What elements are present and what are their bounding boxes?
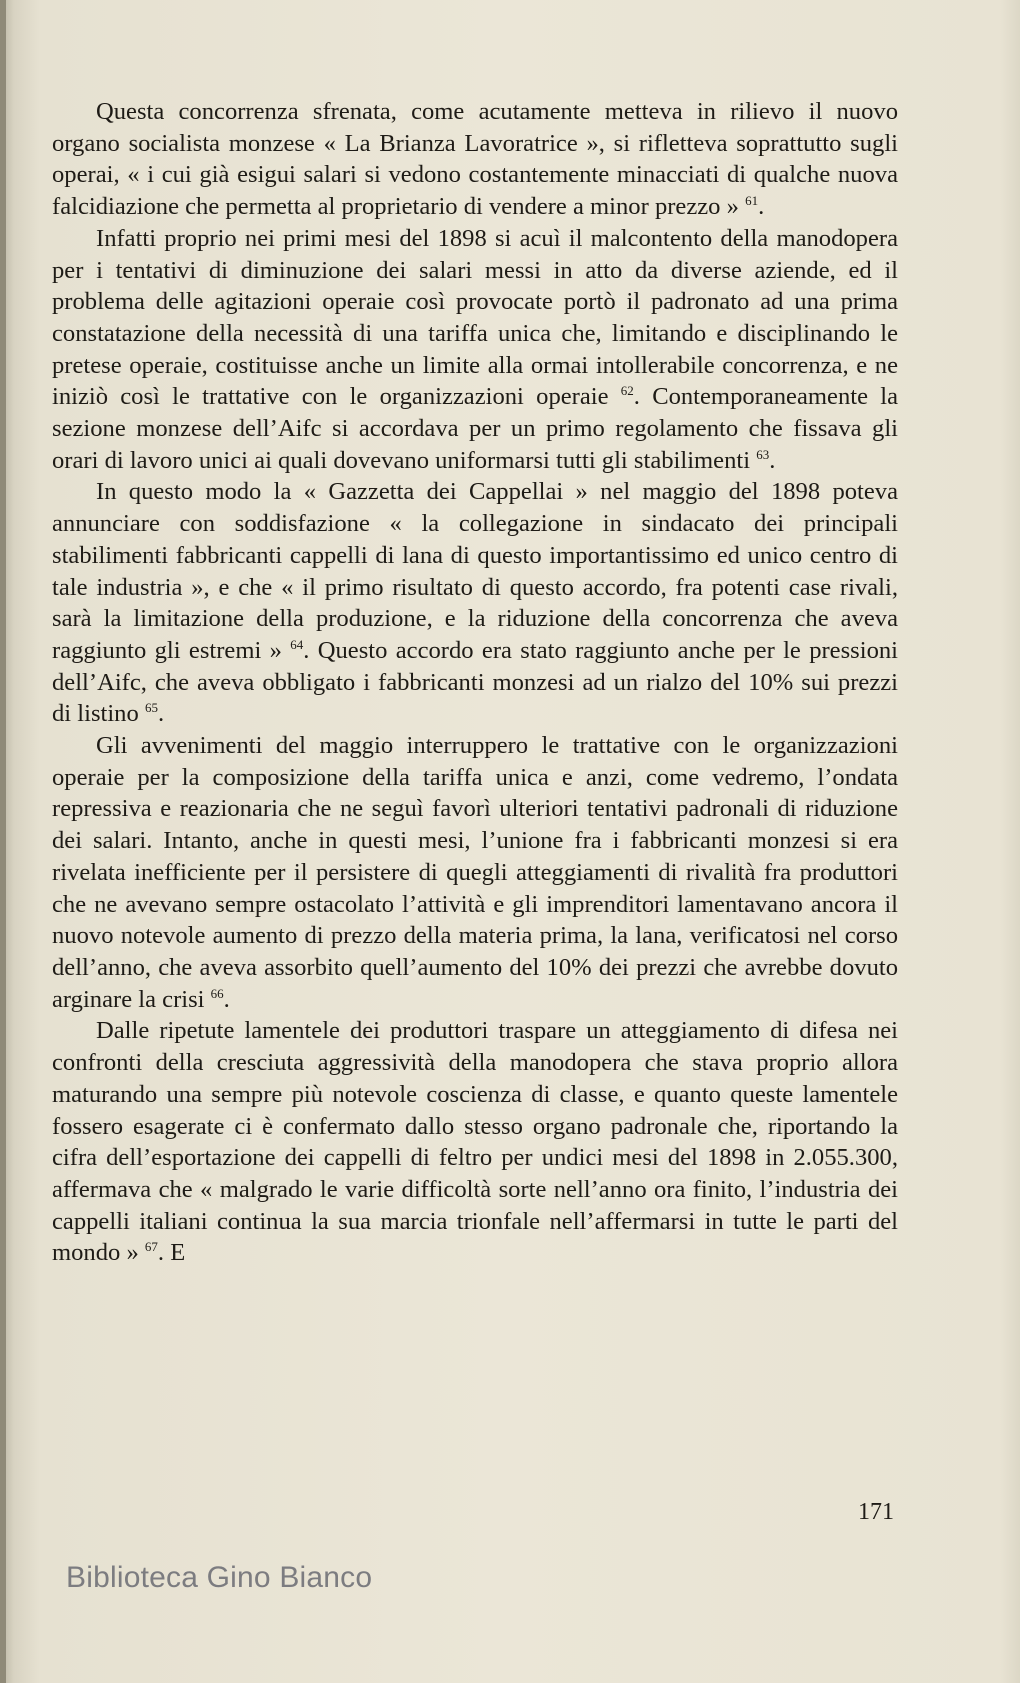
text-run: Infatti proprio nei primi mesi del 1898 si acuì il malcontento della manodopera per i tentativi di diminuzione dei salari messi in atto da diverse aziende, ed il problema delle agitazioni operaie così provocate portò il padronato ad una prima constatazione della necessità di una tariffa unica che, limitando e disciplinando le pretese operaie, costituisse anche un limite alla ormai intollerabile concorrenza, e ne iniziò così le trattative con le organizzazioni operaie	[52, 224, 898, 411]
text-run: .	[769, 446, 776, 474]
footnote-ref: 67	[144, 1239, 158, 1255]
page-number: 171	[858, 1499, 894, 1525]
text-run: . E	[157, 1239, 186, 1267]
body-text	[52, 96, 898, 1269]
paragraph	[52, 1015, 898, 1269]
text-run: .	[758, 193, 765, 221]
footnote-ref: 65	[144, 700, 158, 716]
text-run: Gli avvenimenti del maggio interruppero le trattative con le organizzazioni operaie per la composizione della tariffa unica e anzi, come vedremo, l’ondata repressiva e reazionaria che ne seguì favorì ulteriori tentativi padronali di riduzione dei salari. Intanto, anche in questi mesi, l’unione fra i fabbricanti monzesi si era rivelata inefficiente per il persistere di quegli atteggiamenti di rivalità fra produttori che ne avevano sempre ostacolato l’attività e gli imprenditori lamentavano ancora il nuovo notevole aumento di prezzo della materia prima, la lana, verificatosi nel corso dell’anno, che aveva assorbito quell’aumento del 10% dei prezzi che avrebbe dovuto arginare la crisi	[52, 732, 898, 1013]
paragraph	[52, 476, 898, 730]
text-run: .	[157, 700, 165, 728]
text-run: . Questo accordo era stato raggiunto anche per le pressioni dell’Aifc, che aveva obbligato i fabbricanti monzesi ad un rialzo del 10% sui prezzi di listino	[52, 636, 898, 728]
text-run: . Contemporaneamente la sezione monzese dell’Aifc si accordava per un primo regolamento che fissava gli orari di lavoro unici ai quali dovevano uniformarsi tutti gli stabilimenti	[52, 383, 898, 474]
text-run: Dalle ripetute lamentele dei produttori traspare un atteggiamento di difesa nei confronti della cresciuta aggressività della manodopera che stava proprio allora maturando una sempre più notevole coscienza di classe, e quanto queste lamentele fossero esagerate ci è confermato dallo stesso organo padronale che, riportando la cifra dell’esportazione dei cappelli di feltro per undici mesi del 1898 in 2.055.300, affermava che « malgrado le varie difficoltà sorte nell’anno ora finito, l’industria dei cappelli italiani continua la sua marcia trionfale nell’affermarsi in tutte le parti del mondo »	[52, 1017, 898, 1267]
paragraph	[52, 730, 898, 1015]
text-run: In questo modo la « Gazzetta dei Cappellai » nel maggio del 1898 poteva annunciare con soddisfazione « la collegazione in sindacato dei principali stabilimenti fabbricanti cappelli di lana di questo importantissimo ed unico centro di tale industria », e che « il primo risultato di questo accordo, fra potenti case rivali, sarà la limitazione della produzione, e la riduzione della concorrenza che aveva raggiunto gli estremi »	[52, 478, 898, 664]
paragraph	[52, 223, 898, 477]
text-run: Questa concorrenza sfrenata, come acutamente metteva in rilievo il nuovo organo socialista monzese « La Brianza Lavoratrice », si rifletteva soprattutto sugli operai, « i cui già esigui salari si vedono costantemente minacciati di qualche nuova falcidiazione che permetta al proprietario di vendere a minor prezzo »	[52, 98, 898, 221]
library-watermark: Biblioteca Gino Bianco	[66, 1561, 373, 1594]
paragraph	[52, 96, 898, 223]
page-spine-edge	[0, 0, 6, 1683]
footnote-ref: 62	[620, 383, 634, 399]
text-run: .	[223, 985, 230, 1013]
footnote-ref: 61	[745, 192, 759, 208]
footnote-ref: 66	[210, 985, 224, 1001]
footnote-ref: 64	[290, 636, 304, 652]
footnote-ref: 63	[756, 446, 770, 462]
